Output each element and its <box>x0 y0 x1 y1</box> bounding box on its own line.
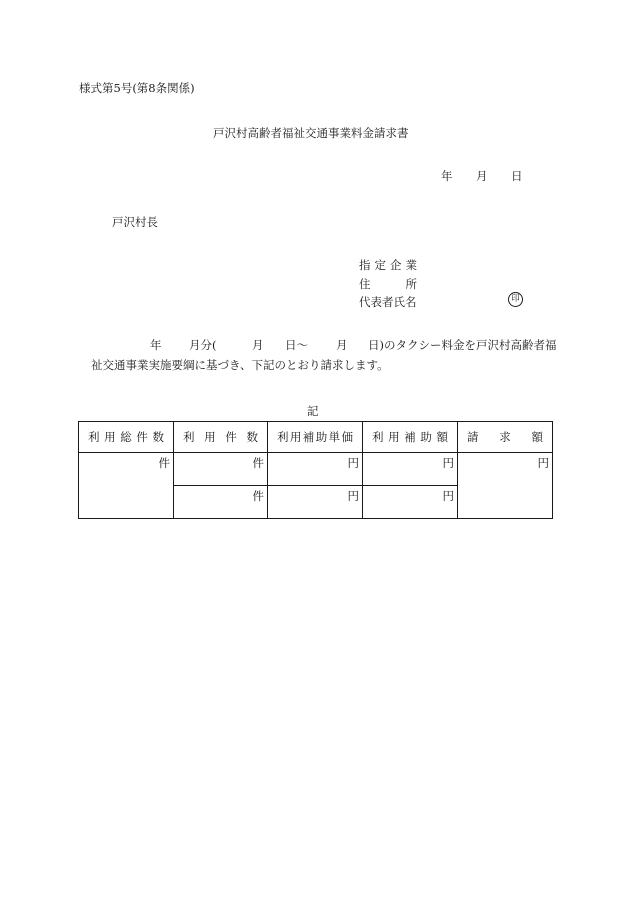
date-month: 月 <box>476 169 488 183</box>
body-day-end: 日)のタクシー料金を戸沢村高齢者福 <box>368 338 557 352</box>
sender-representative-label: 代表者氏名 <box>359 295 417 309</box>
document-title: 戸沢村高齢者福祉交通事業料金請求書 <box>213 126 409 140</box>
cell-usage-count-1: 件 <box>174 453 268 486</box>
form-number: 様式第5号(第8条関係) <box>79 81 195 95</box>
header-usage-count: 利用件数 <box>174 422 268 453</box>
header-unit-subsidy: 利用補助単価 <box>268 422 363 453</box>
cell-subsidy-amount-1: 円 <box>363 453 458 486</box>
table-header-row <box>79 422 553 453</box>
cell-unit-subsidy-1: 円 <box>268 453 363 486</box>
body-line-2: 祉交通事業実施要綱に基づき、下記のとおり請求します。 <box>91 358 389 372</box>
header-subsidy-amount: 利用補助額 <box>363 422 458 453</box>
header-claim-amount: 請求額 <box>458 422 553 453</box>
ki-heading: 記 <box>307 404 319 418</box>
cell-total-count: 件 <box>79 453 174 519</box>
cell-subsidy-amount-2: 円 <box>363 486 458 519</box>
date-day: 日 <box>511 169 523 183</box>
cell-usage-count-2: 件 <box>174 486 268 519</box>
sender-company-row <box>359 257 417 273</box>
body-year: 年 <box>150 338 162 352</box>
body-month-end: 月 <box>336 338 348 352</box>
body-month-from: 月分( <box>189 338 217 352</box>
body-month-start: 月 <box>252 338 264 352</box>
sender-company-label: 指定企業 <box>359 258 417 272</box>
sender-address-row <box>359 276 417 292</box>
date-year: 年 <box>441 169 453 183</box>
sender-address-label: 住所 <box>359 277 417 291</box>
cell-claim-amount: 円 <box>458 453 553 519</box>
date-line <box>441 168 523 184</box>
seal-mark: 印 <box>508 292 523 307</box>
body-line-1 <box>150 337 557 353</box>
cell-unit-subsidy-2: 円 <box>268 486 363 519</box>
header-total-count: 利用総件数 <box>79 422 174 453</box>
sender-representative-row <box>359 294 417 310</box>
invoice-table <box>78 421 553 519</box>
addressee: 戸沢村長 <box>112 215 158 229</box>
table-row <box>79 453 553 486</box>
body-day-start: 日〜 <box>285 338 308 352</box>
